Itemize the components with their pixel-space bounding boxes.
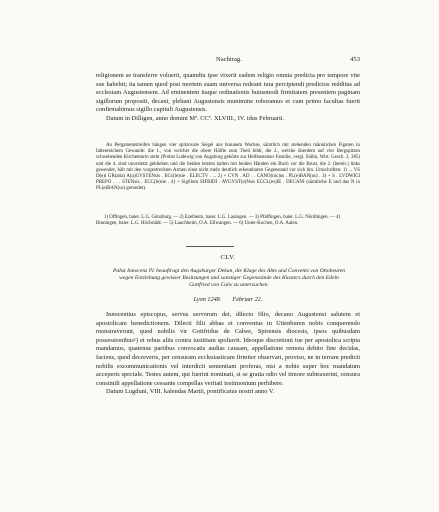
page-number: 453 — [350, 56, 360, 63]
footnote: 1) Offingen, baier. L.G. Günzburg. — 2) Ezelheim, baier. L.G. Lauingen. — 3) Pfaffingen, baier. L.G. Nördlingen. — 4) Binningen, baier. L.G. Höchstädt. — 5) Lauchheim, O.A. Ellwangen. — 6) Unter-Kochen, O.A. Aalen. — [96, 215, 341, 227]
document-dateline — [96, 296, 360, 303]
running-title: Nachtrag. — [216, 56, 242, 63]
seal-note: An Pergamentstreifen hängen vier spitzovale Siegel aus braunem Wachse, sämtlich mit stehenden männlichen Figuren in faltenreichem Gewande: die 1., von welcher die obere Hälfte zum Theil fehlt, die 2., welche überdem auf vier Bergspitzen schwebenden Kirchenturm steht (Probst Ludewig von Augsburg gehörte zur Helfensteiner Familie, vergl. Stälin, Wirt. Gesch. 2, 385) und die 4. sind unverletzt geblieben und die beiden letzten halten mit beiden Händen ein Buch vor die Brust, die 2. (bereit.) links gewendet, hält mit den vorgestreckten Armen einst nicht mehr deutlich erkennbaren Gegenstand vor sich hin. Umschriften: 1) ... VS D(e)i GR(atia) A(u)GVSTENsis . ECc(le)sie . ELECTV . ... 2) + CVN . AD . . CANO(nic)us . PL(e)BAN(us) . 3) + S . LVDWICI PREPO . . . STENsis . ECC(le)sie . 4) + Sigillum SIFRIDI . AVGVST(e)Nsis ECCL(es)IE . DECANI (sämtliche E und das N in PL(e)BAN(us) gerundet). — [96, 143, 360, 192]
continuation-date: Datum in Dilligen, anno domini Mº. CCº. XLVIII., IV. idus Februarii. — [106, 114, 285, 122]
document-place: Lyon 1248. — [193, 296, 222, 303]
document-text: Innocentius episcopus, servus servorum dei, dilecto filio, decano Augustensi salutem et apostolicam benedictionem. Dilecti filii abbas et conventus in Uttenburen nobis conquerendo monstraverunt, quod nobilis vir Gottfridus de Calwe, Spirensis diocesis, ipsos quibusdam possessionibus¹) et rebus aliis contra iustitiam spoliavit. Ideoque discretioni tue per apostolica scripta mandamus, quatenus partibus convocatis audias causam, appellatione remota debito fine decidas, faciens, quod decreveris, per censuram ecclesiasticam firmiter observari, proviso, ne in terram predicti nobilis excommunicationis vel interdicti sententiam proferas, nisi a nobis super hoc mandatum acceperis speciale. Testes autem, qui fuerint nominati, si se gratia odio vel timore subtraxerint, censura consimili appellatione cessante compellas veritati testimonium perhibere. — [96, 311, 360, 387]
document-regest: Pabst Innocenz IV. beauftragt den Augsburger Dekan, die Klage des Abts und Convents von Ottobeuren wegen Entziehung gewisser Besitzungen und sonstiger Gegenstände des Klosters durch den Edeln Gottfried von Calw zu untersuchen. — [112, 268, 345, 288]
continuation-paragraph: religionem se transferre voluerit, quamdiu ipse vixerit eadem religio omnia predicta pro tempore vite sue habebit; ita tamen quod post mortem suam universa redeant iura percipiendi predictos redditus ad ecclesiam Augustensem. Ad eminentem itaque ordinationis huiusmodi firmitatem presentem paginam sigillorum propositi, decani, plebani Augustensis muniminе roboramus et cum primo facultas fuerit confirmabimus sigillo capituli Augustensis. — [96, 72, 360, 114]
seal-description — [96, 143, 360, 193]
divider — [186, 246, 234, 247]
footnotes — [96, 215, 360, 227]
continuation-text — [96, 72, 360, 124]
document-number: CLV. — [220, 254, 236, 261]
document-body — [96, 311, 360, 397]
document-closing: Datum Lugduni, VIII. kalendas Martii, pontificatus nostri anno V. — [106, 388, 275, 396]
document-date: Februar 22. — [232, 296, 263, 303]
